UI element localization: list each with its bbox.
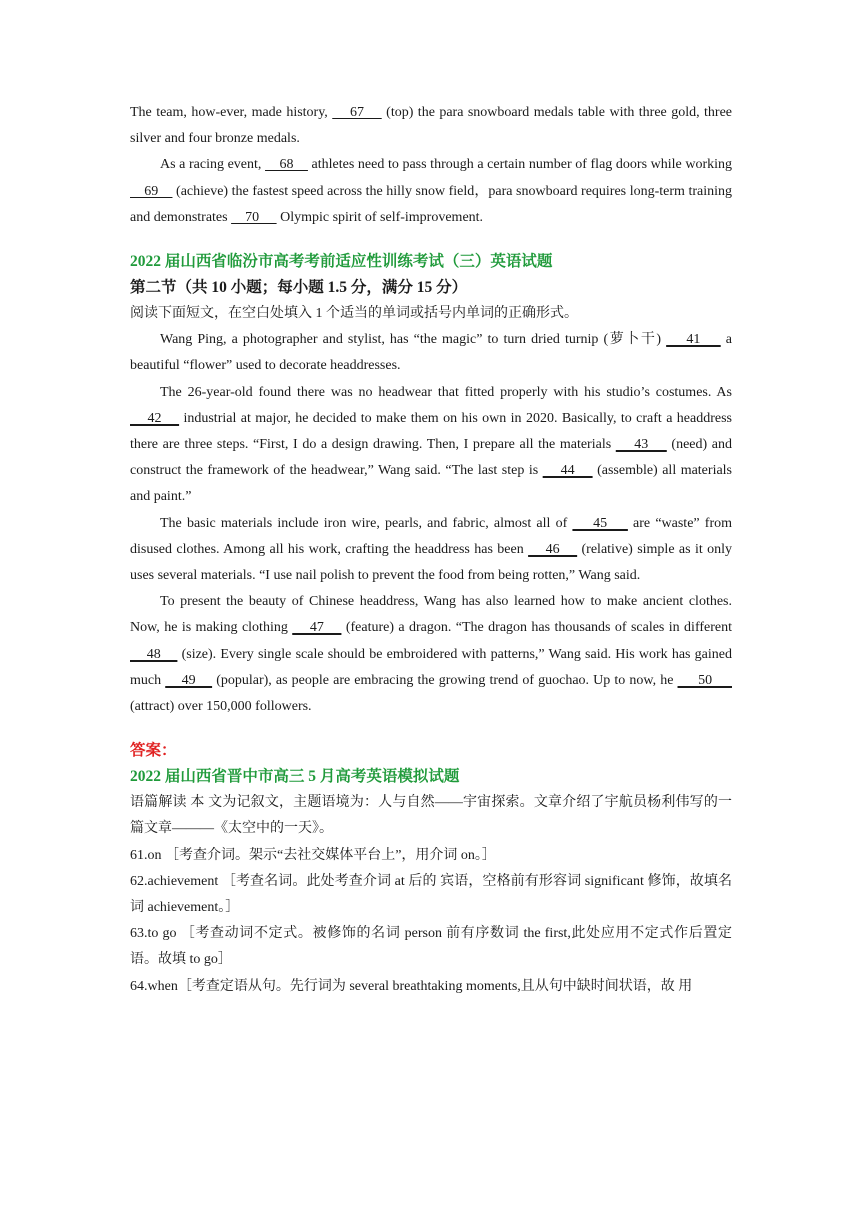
text: (achieve) the fastest speed across the hilly snow field，para snowboard requires long-term training and demonstrates (130, 183, 732, 225)
text: (popular), as people are embracing the growing trend of guochao. Up to now, he (212, 672, 678, 688)
exam-title: 2022 届山西省临汾市高考考前适应性训练考试（三）英语试题 (130, 253, 553, 271)
passage-paragraph (130, 589, 732, 720)
text: (need) and construct the framework of the headwear,” Wang said. “The last step is (130, 437, 732, 479)
blank-41: 41 (666, 332, 721, 348)
text: (size). Every single scale should be embroidered with patterns,” Wang said. His work has gained much (130, 646, 732, 688)
text: (attract) over 150,000 followers. (130, 699, 312, 715)
text: Olympic spirit of self-improvement. (276, 209, 484, 225)
blank-45: 45 (572, 515, 628, 531)
blank-70: 70 (231, 209, 277, 225)
blank-49: 49 (165, 672, 213, 688)
text: (relative) simple as it only uses several materials. “I use nail polish to prevent the food from being rotten,” Wang said. (130, 541, 732, 584)
text: The basic materials include iron wire, pearls, and fabric, almost all of (160, 515, 573, 531)
passage-paragraph (130, 511, 732, 590)
instruction: 阅读下面短文，在空白处填入 1 个适当的单词或括号内单词的正确形式。 (130, 306, 578, 322)
blank-44: 44 (542, 463, 593, 479)
passage-paragraph (130, 380, 732, 511)
answer-item-62: 62.achievement ［考查名词。此处考查介词 at 后的 宾语，空格前有形容词 significant 修饰，故填名词 achievement。］ (130, 873, 732, 916)
text: The 26-year-old found there was no headwear that fitted properly with his studio’s costumes. As (160, 384, 732, 400)
text: (feature) a dragon. “The dragon has thousands of scales in different (341, 620, 732, 636)
answer-intro: 语篇解读 本 文为记叙文，主题语境为：人与自然——宇宙探索。文章介绍了宇航员杨利伟写的一篇文章———《太空中的一天》。 (130, 795, 732, 837)
answer-item-64: 64.when［考查定语从句。先行词为 several breathtaking moments,且从句中缺时间状语，故 用 (130, 978, 693, 994)
text: a beautiful “flower” used to decorate headdresses. (130, 332, 732, 374)
blank-67: 67 (332, 105, 382, 120)
passage-paragraph (130, 327, 732, 379)
blank-68: 68 (265, 157, 308, 173)
blank-43: 43 (615, 437, 667, 453)
blank-47: 47 (292, 620, 342, 636)
page-content (130, 100, 732, 1000)
text: athletes need to pass through a certain number of flag doors while working (307, 157, 733, 173)
blank-50: 50 (677, 672, 732, 688)
blank-46: 46 (528, 541, 578, 557)
blank-69: 69 (130, 183, 173, 199)
text: To present the beauty of Chinese headdress, Wang has also learned how to make ancient clothes. Now, he is making clothing (130, 594, 732, 636)
text: Wang Ping, a photographer and stylist, has “the magic” to turn dried turnip (萝卜干) (160, 332, 667, 348)
answer-label: 答案： (130, 742, 177, 760)
blank-42: 42 (130, 410, 180, 426)
answer-item-61: 61.on ［考查介词。架示“去社交媒体平台上”，用介词 on。］ (130, 847, 496, 863)
text: (assemble) all materials and paint.” (130, 463, 733, 505)
blank-48: 48 (130, 646, 178, 662)
passage-paragraph (130, 152, 732, 231)
answer-exam-title: 2022 届山西省晋中市高三 5 月高考英语模拟试题 (130, 768, 460, 786)
text: The team, how-ever, made history, (130, 105, 333, 120)
text: are “waste” from disused clothes. Among all his work, crafting the headdress has been (130, 515, 733, 557)
answer-item-63: 63.to go ［考查动词不定式。被修饰的名词 person 前有序数词 the first,此处应用不定式作后置定语。故填 to go］ (130, 926, 732, 968)
text: (top) the para snowboard medals table with three gold, three silver and four bronze medals. (130, 105, 732, 147)
text: As a racing event, (160, 157, 266, 173)
section-title: 第二节（共 10 小题；每小题 1.5 分，满分 15 分） (130, 279, 468, 297)
text: industrial at major, he decided to make them on his own in 2020. Basically, to craft a headdress there are three steps. “First, I do a design drawing. Then, I prepare all the materials (130, 410, 732, 453)
passage-paragraph (130, 100, 732, 152)
